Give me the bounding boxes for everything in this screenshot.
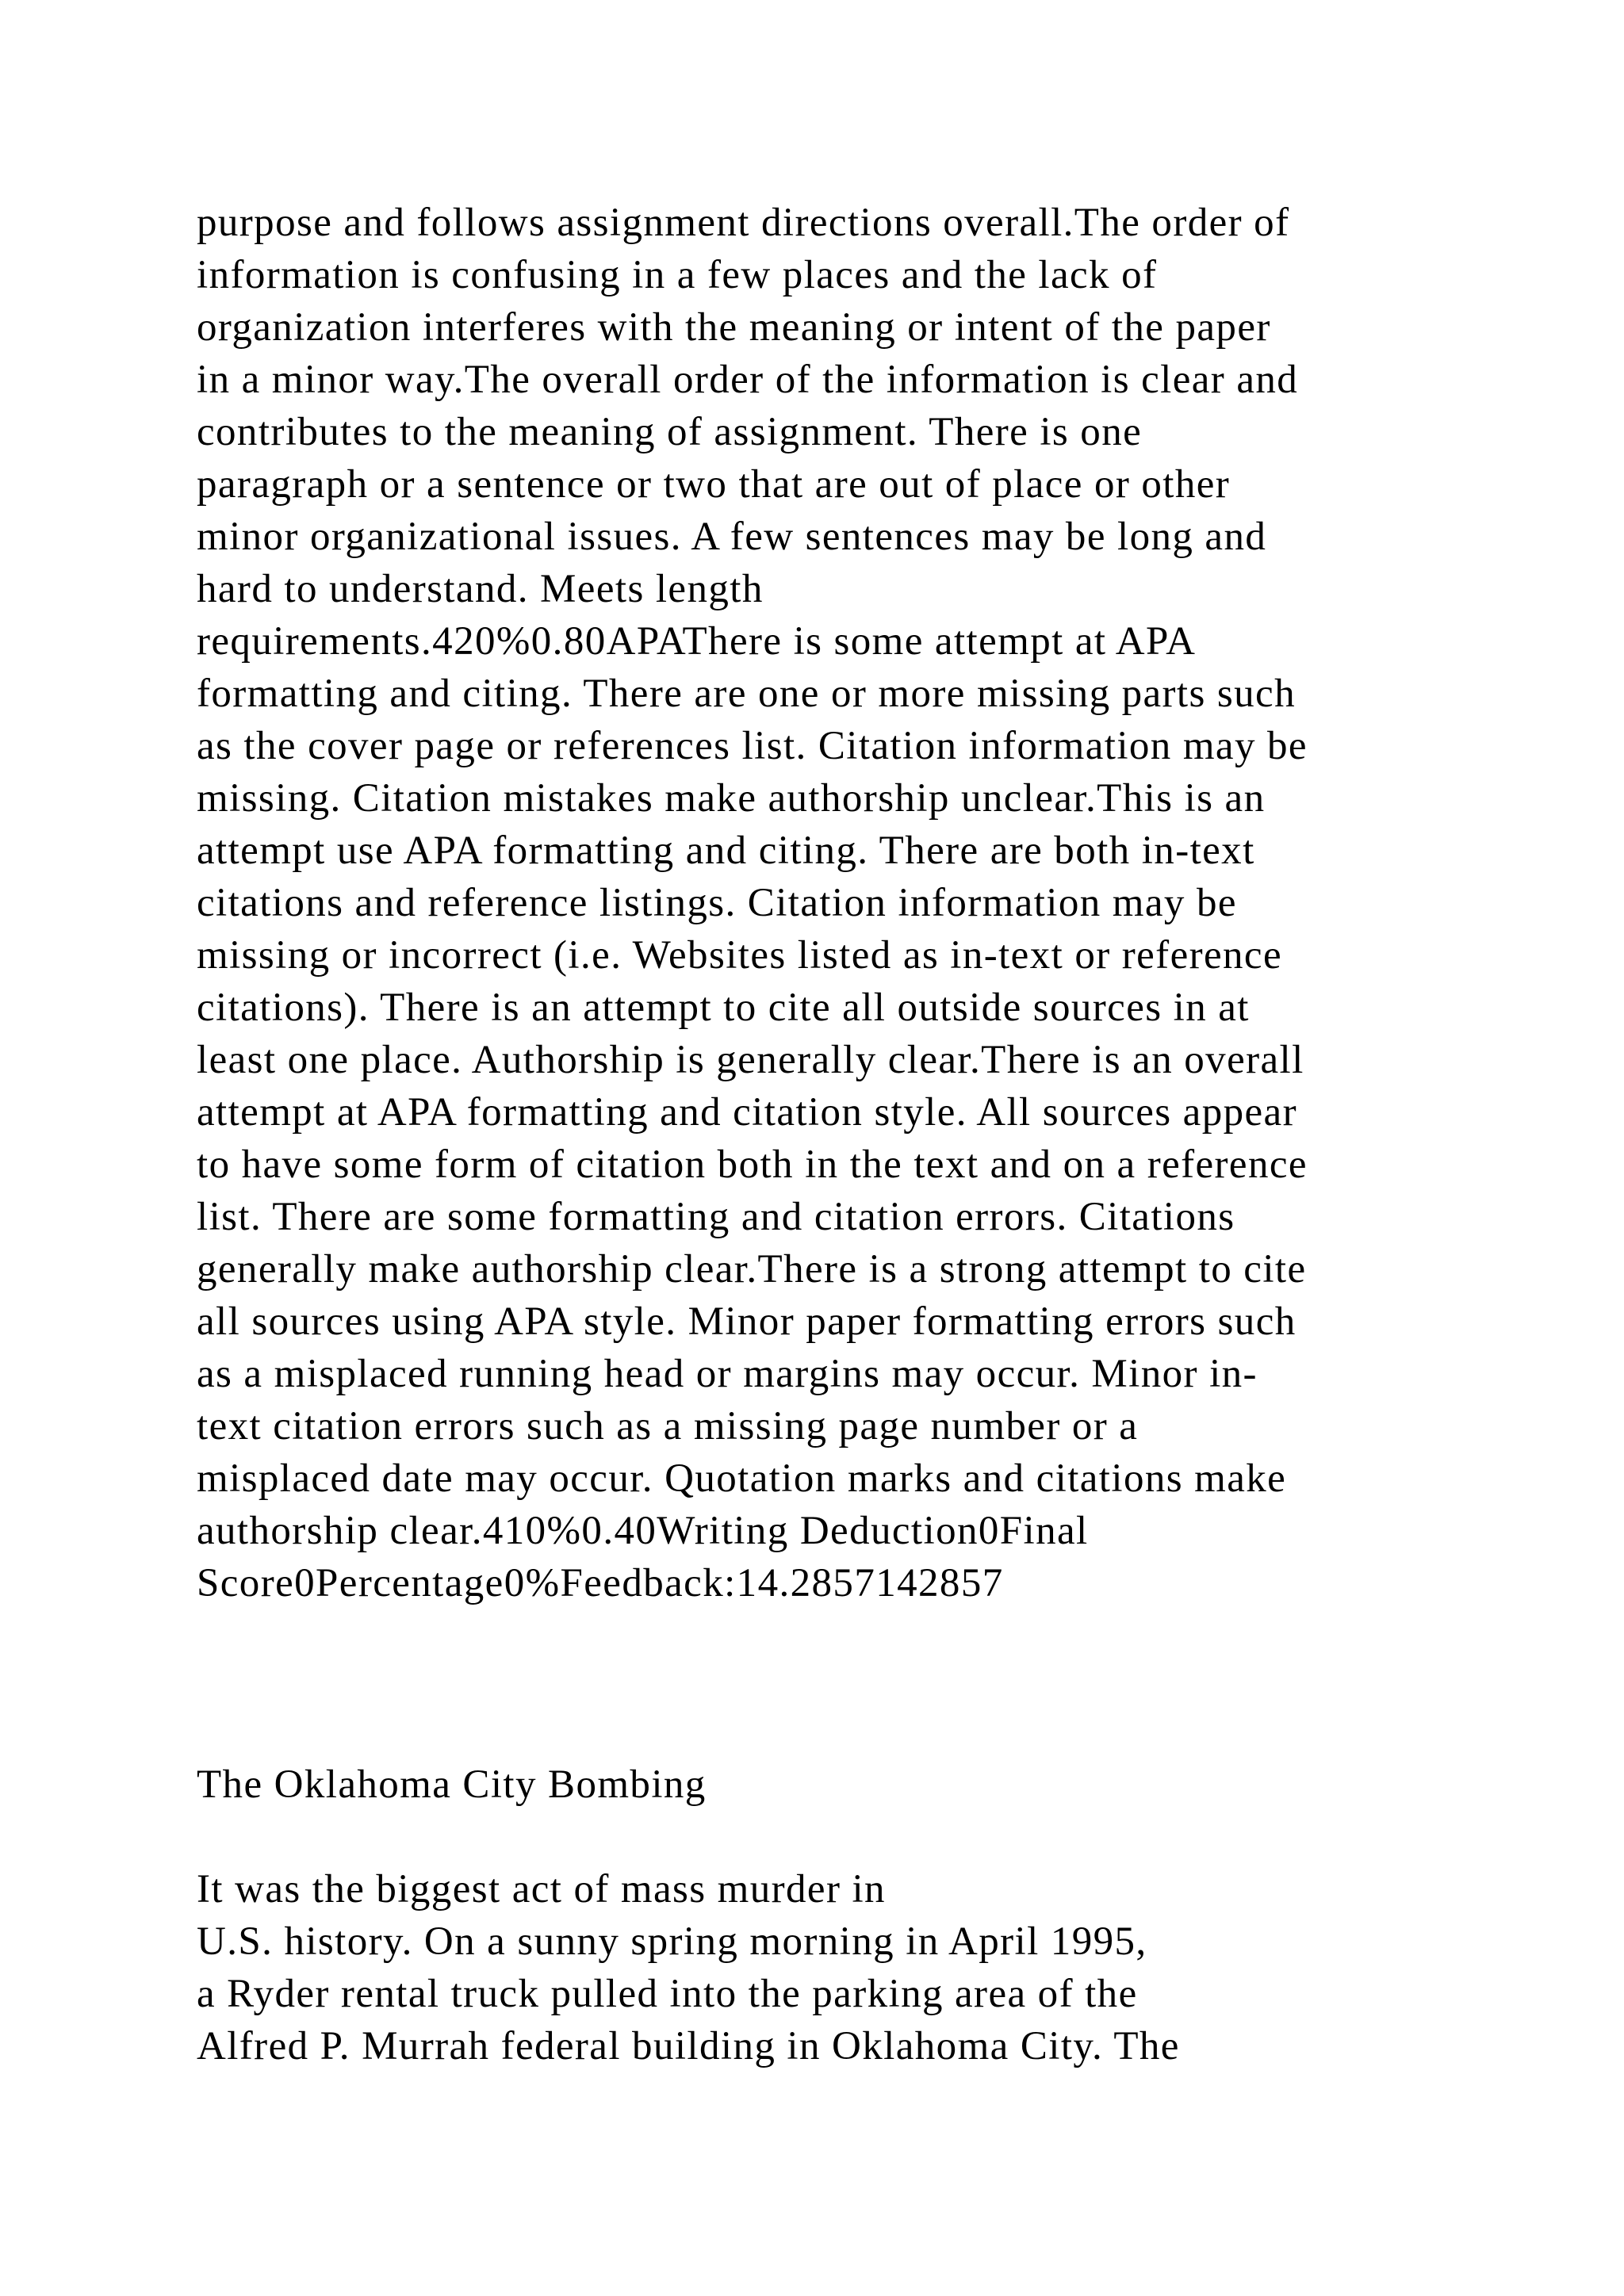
rubric-text-line: contributes to the meaning of assignment. There is one <box>197 410 1143 454</box>
rubric-text-line: authorship clear.410%0.40Writing Deduction0Final <box>197 1509 1089 1553</box>
rubric-text-line: purpose and follows assignment directions overall.The order of <box>197 201 1290 245</box>
essay-paragraph-line: a Ryder rental truck pulled into the parking area of the <box>197 1972 1138 2016</box>
rubric-text-line: least one place. Authorship is generally clear.There is an overall <box>197 1038 1304 1082</box>
rubric-text-line: Score0Percentage0%Feedback:14.2857142857 <box>197 1561 1004 1605</box>
rubric-text-line: misplaced date may occur. Quotation marks and citations make <box>197 1456 1287 1501</box>
rubric-text-line: all sources using APA style. Minor paper formatting errors such <box>197 1299 1297 1344</box>
rubric-text-line: minor organizational issues. A few sentences may be long and <box>197 515 1267 559</box>
rubric-text-line: as a misplaced running head or margins may occur. Minor in- <box>197 1352 1258 1396</box>
rubric-text-line: paragraph or a sentence or two that are out of place or other <box>197 462 1231 507</box>
rubric-text-line: hard to understand. Meets length <box>197 567 764 611</box>
essay-paragraph-line: It was the biggest act of mass murder in <box>197 1867 886 1911</box>
rubric-text-line: missing. Citation mistakes make authorship unclear.This is an <box>197 776 1266 821</box>
rubric-text-line: formatting and citing. There are one or more missing parts such <box>197 672 1296 716</box>
rubric-text <box>197 197 1545 1609</box>
rubric-text-line: to have some form of citation both in the text and on a reference <box>197 1142 1308 1187</box>
rubric-text-line: generally make authorship clear.There is a strong attempt to cite <box>197 1247 1307 1292</box>
rubric-text-line: attempt at APA formatting and citation style. All sources appear <box>197 1090 1297 1135</box>
rubric-text-line: in a minor way.The overall order of the information is clear and <box>197 358 1299 402</box>
rubric-text-line: as the cover page or references list. Citation information may be <box>197 724 1308 768</box>
rubric-text-line: information is confusing in a few places and the lack of <box>197 253 1158 297</box>
essay-body <box>197 1863 1545 2072</box>
rubric-text-line: text citation errors such as a missing page number or a <box>197 1404 1139 1448</box>
rubric-text-line: citations). There is an attempt to cite all outside sources in at <box>197 985 1250 1030</box>
rubric-text-line: list. There are some formatting and citation errors. Citations <box>197 1195 1235 1239</box>
rubric-text-line: citations and reference listings. Citation information may be <box>197 881 1237 925</box>
rubric-text-line: missing or incorrect (i.e. Websites listed as in-text or reference <box>197 933 1282 978</box>
rubric-text-line: organization interferes with the meaning or intent of the paper <box>197 305 1271 350</box>
rubric-text-line: requirements.420%0.80APAThere is some attempt at APA <box>197 619 1197 664</box>
essay-title <box>197 1758 1545 1811</box>
essay-title-line: The Oklahoma City Bombing <box>197 1762 707 1807</box>
essay-paragraph-line: U.S. history. On a sunny spring morning in April 1995, <box>197 1919 1147 1964</box>
rubric-text-line: attempt use APA formatting and citing. There are both in-text <box>197 828 1255 873</box>
essay-paragraph-line: Alfred P. Murrah federal building in Oklahoma City. The <box>197 2024 1180 2068</box>
